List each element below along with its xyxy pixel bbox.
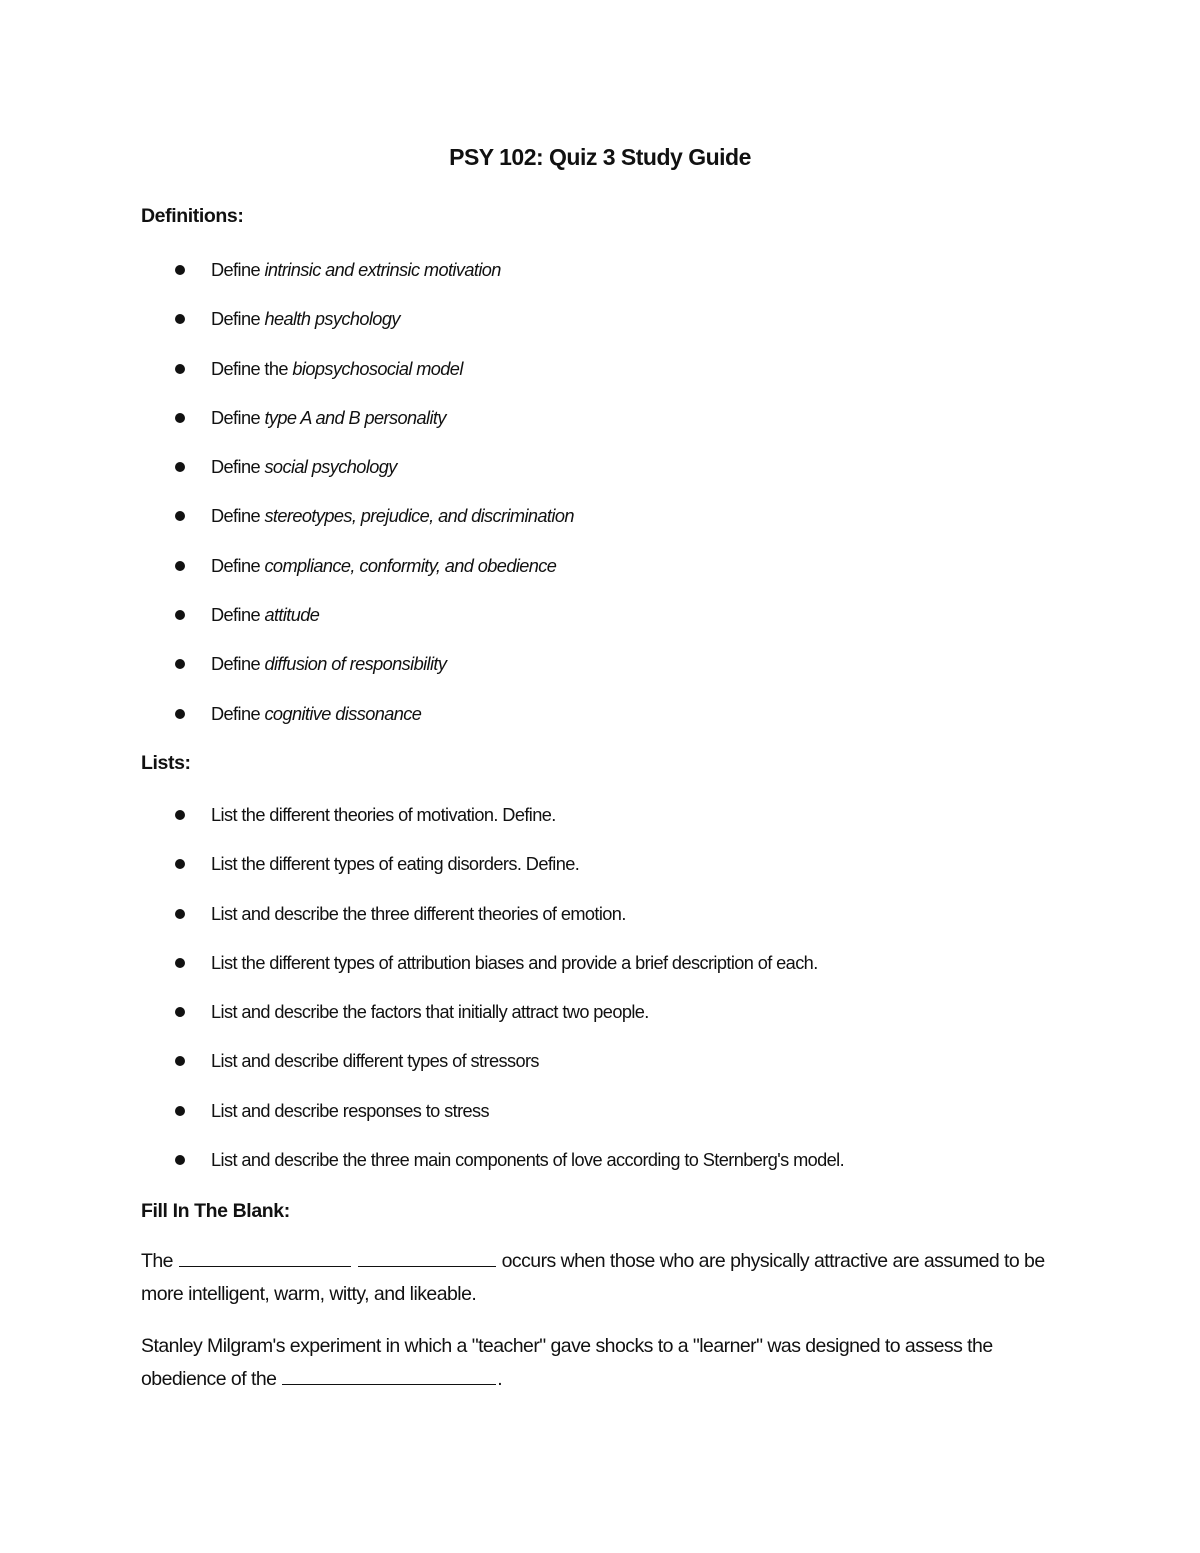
list-item: List the different types of eating disorders. Define. <box>0 852 1200 901</box>
list-item: Define intrinsic and extrinsic motivation <box>0 258 1200 307</box>
lists-heading: Lists: <box>141 752 191 774</box>
list-item: List the different theories of motivation. Define. <box>0 803 1200 852</box>
fill-in-question-1: The occurs when those who are physically attractive are assumed to be more intelligent, warm, witty, and likeable. <box>141 1250 1045 1305</box>
bullet-icon <box>175 1056 185 1066</box>
list-item: Define health psychology <box>0 307 1200 356</box>
definitions-list <box>0 258 1200 751</box>
definitions-heading: Definitions: <box>141 205 244 227</box>
list-item: Define type A and B personality <box>0 406 1200 455</box>
fill-in-heading: Fill In The Blank: <box>141 1200 290 1222</box>
bullet-icon <box>175 859 185 869</box>
list-item: Define social psychology <box>0 455 1200 504</box>
bullet-icon <box>175 364 185 374</box>
fill-in-question-2: Stanley Milgram's experiment in which a "teacher" gave shocks to a "learner" was designed to assess the obedience of the . <box>141 1335 993 1390</box>
bullet-icon <box>175 610 185 620</box>
bullet-icon <box>175 909 185 919</box>
bullet-icon <box>175 709 185 719</box>
lists-list <box>0 803 1200 1197</box>
list-item: List and describe the three main components of love according to Sternberg's model. <box>0 1148 1200 1197</box>
answer-blank[interactable] <box>179 1248 351 1267</box>
bullet-icon <box>175 413 185 423</box>
bullet-icon <box>175 1155 185 1165</box>
list-item: List and describe different types of stressors <box>0 1049 1200 1098</box>
bullet-icon <box>175 314 185 324</box>
list-item: Define the biopsychosocial model <box>0 357 1200 406</box>
bullet-icon <box>175 462 185 472</box>
list-item: Define diffusion of responsibility <box>0 652 1200 701</box>
bullet-icon <box>175 561 185 571</box>
bullet-icon <box>175 511 185 521</box>
list-item: List and describe the factors that initially attract two people. <box>0 1000 1200 1049</box>
list-item: Define cognitive dissonance <box>0 702 1200 751</box>
list-item: List and describe the three different theories of emotion. <box>0 902 1200 951</box>
list-item: List and describe responses to stress <box>0 1099 1200 1148</box>
page-title: PSY 102: Quiz 3 Study Guide <box>449 144 751 170</box>
bullet-icon <box>175 810 185 820</box>
answer-blank[interactable] <box>358 1248 496 1267</box>
list-item: List the different types of attribution biases and provide a brief description of each. <box>0 951 1200 1000</box>
list-item: Define stereotypes, prejudice, and discrimination <box>0 504 1200 553</box>
bullet-icon <box>175 659 185 669</box>
list-item: Define compliance, conformity, and obedience <box>0 554 1200 603</box>
bullet-icon <box>175 265 185 275</box>
bullet-icon <box>175 1007 185 1017</box>
answer-blank[interactable] <box>282 1366 496 1385</box>
bullet-icon <box>175 958 185 968</box>
list-item: Define attitude <box>0 603 1200 652</box>
bullet-icon <box>175 1106 185 1116</box>
